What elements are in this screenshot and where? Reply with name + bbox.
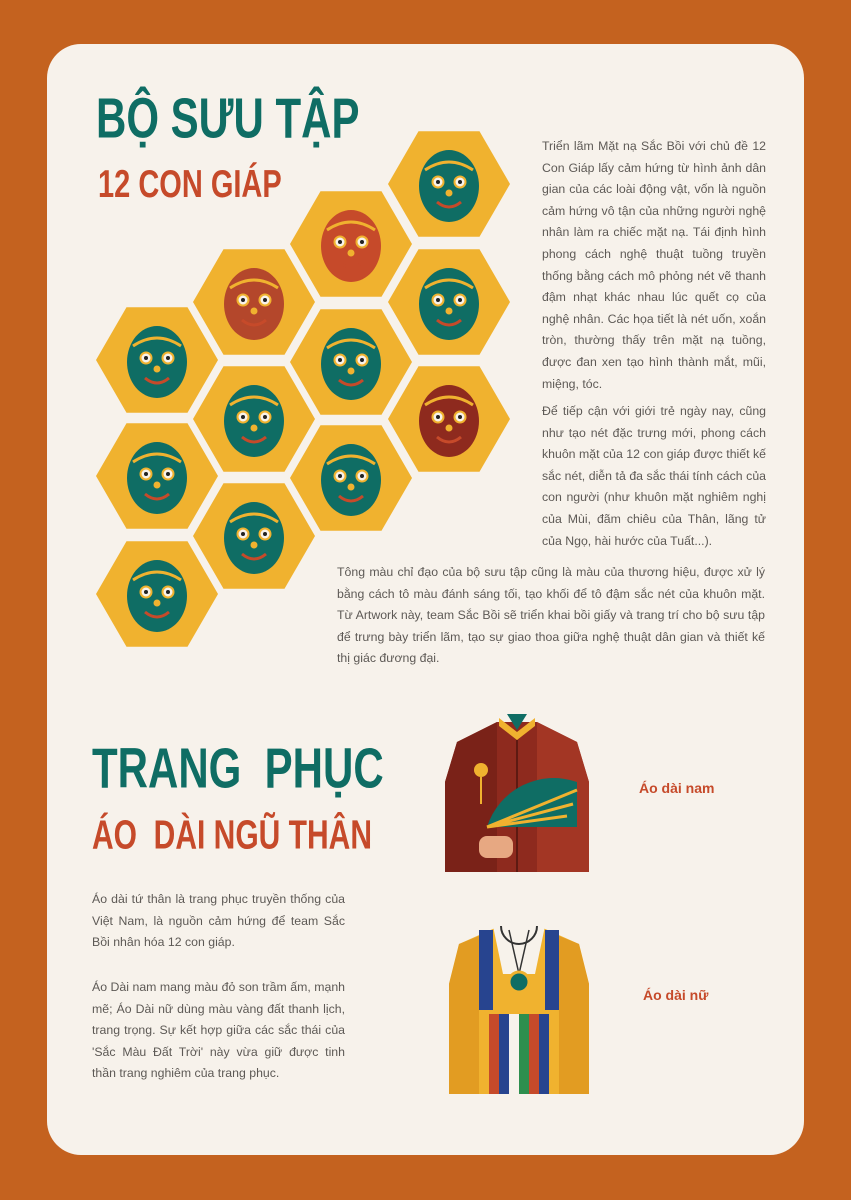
dog-mask xyxy=(388,131,510,237)
male-ao-dai-label: Áo dài nam xyxy=(639,780,715,796)
rat-mask xyxy=(290,309,412,415)
buffalo-mask xyxy=(388,366,510,472)
costume-title: TRANG PHỤC xyxy=(92,735,384,800)
pig-mask xyxy=(193,483,315,589)
collection-title: BỘ SƯU TẬP xyxy=(96,85,360,150)
collection-color-paragraph: Tông màu chỉ đạo của bộ sưu tập cũng là màu của thương hiệu, được xử lý bằng cách tô màu đánh sáng tối, tạo khối để tô đậm sắc nét của khuôn mặt. Từ Artwork này, team Sắc Bồi sẽ triển khai bồi giấy và trang trí cho bộ sưu tập để trưng bày triển lãm, tạo sự giao thoa giữa nghệ thuật dân gian và thiết kế thị giác đương đại. xyxy=(337,565,765,666)
tiger-mask xyxy=(193,249,315,355)
horse-mask xyxy=(96,541,218,647)
collection-subtitle: 12 CON GIÁP xyxy=(98,163,282,207)
snake-mask xyxy=(96,423,218,529)
rooster-mask xyxy=(96,307,218,413)
collection-style-paragraph: Để tiếp cận với giới trẻ ngày nay, cũng như tạo nét đặc trưng mới, phong cách khuôn mặt của 12 con giáp được thiết kế sắc nét, diễn tả đa sắc thái tính cách của con người (như khuôn mặt nghiêm nghị của Mùi, đãm chiêu của Thân, lãng tử của Ngọ, hài hước của Tuất...). xyxy=(542,404,766,548)
content-card xyxy=(47,44,804,1155)
costume-subtitle: ÁO DÀI NGŨ THÂN xyxy=(92,813,372,858)
dragon-mask xyxy=(388,249,510,355)
costume-intro-paragraph: Áo dài tứ thân là trang phục truyền thống của Việt Nam, là nguồn cảm hứng để team Sắc Bồi nhân hóa 12 con giáp. xyxy=(92,892,345,950)
collection-intro-paragraph: Triển lãm Mặt nạ Sắc Bồi với chủ đề 12 Con Giáp lấy cảm hứng từ hình ảnh dân gian của các loài động vật, vốn là nguồn cảm hứng vô tận của những người nghệ nhân làm ra chiếc mặt nạ. Tái định hình phong cách nghệ thuật tuồng truyền thống bằng cách mô phỏng nét vẽ thanh đậm nhạt khác nhau lúc quết cọ của nghệ nhân. Các họa tiết là nét uốn, xoắn tròn, thường thấy trên mặt nạ tuồng, được đan xen tạo hình thành mắt, mũi, miệng, tóc. xyxy=(542,139,766,391)
costume-color-paragraph: Áo Dài nam mang màu đỏ son trầm ấm, mạnh mẽ; Áo Dài nữ dùng màu vàng đất thanh lịch, trang trọng. Sự kết hợp giữa các sắc thái của 'Sắc Màu Đất Trời' này vừa giữ được tinh thần trang nghiêm của trang phục. xyxy=(92,980,345,1081)
female-ao-dai-illustration xyxy=(439,914,599,1099)
male-ao-dai-illustration xyxy=(427,712,607,882)
monkey-mask xyxy=(290,191,412,297)
female-ao-dai-label: Áo dài nữ xyxy=(643,987,709,1003)
cat-mask xyxy=(193,366,315,472)
goat-mask xyxy=(290,425,412,531)
